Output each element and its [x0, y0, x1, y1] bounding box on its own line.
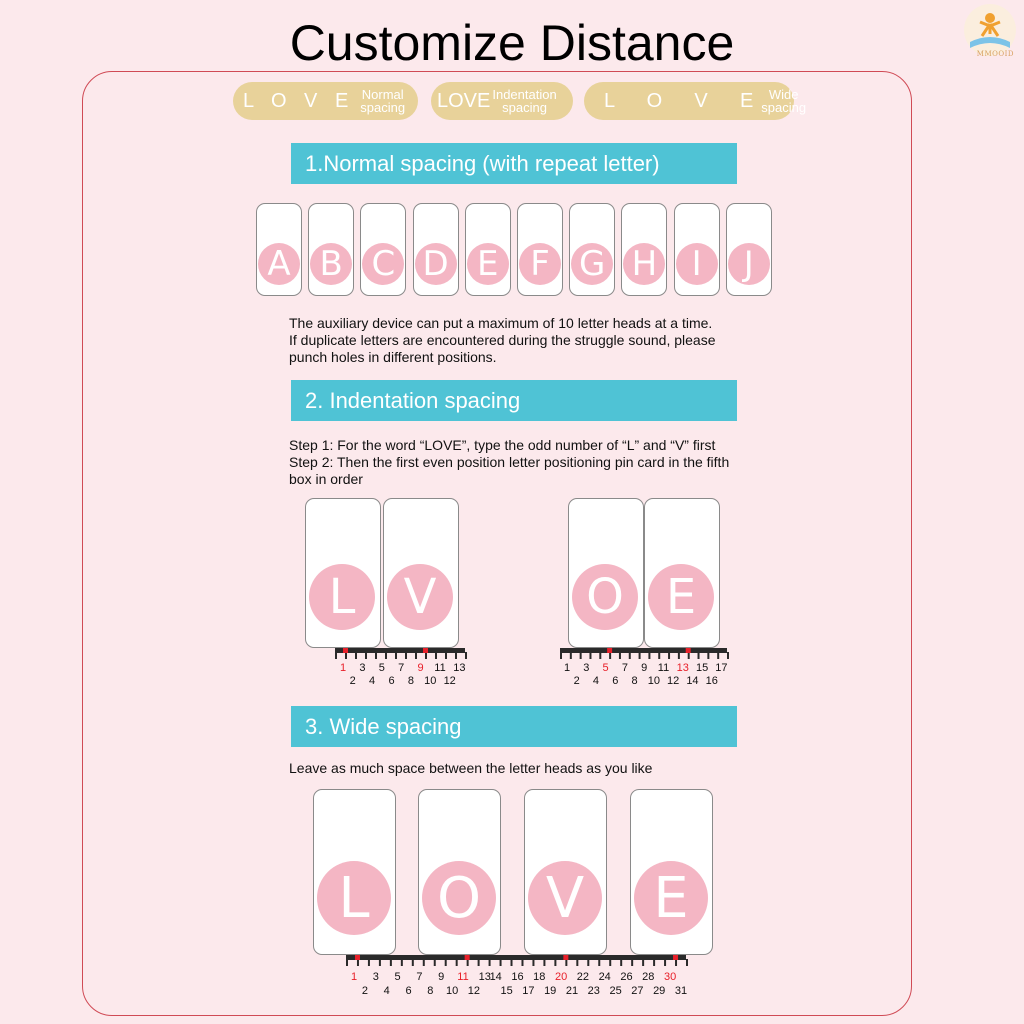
ruler-number: 3: [583, 662, 590, 674]
letter-head: V: [387, 564, 453, 630]
ruler-tick: [500, 959, 502, 966]
ruler-tick: [631, 959, 633, 966]
ruler-number: 31: [674, 985, 688, 997]
ruler-number: 7: [398, 662, 405, 674]
ruler-number: 18: [533, 971, 546, 983]
brand-logo-text: MMOOID: [976, 50, 1014, 58]
section2-text: Step 1: For the word “LOVE”, type the odd number of “L” and “V” first Step 2: Then the first even position letter positioning pin card in the fifth box in order: [289, 437, 730, 487]
ruler-number: 1: [563, 662, 571, 674]
ruler-number: 5: [394, 971, 401, 983]
ruler-number: 30: [663, 971, 677, 983]
ruler-tick: [425, 652, 427, 659]
ruler-left: [335, 648, 470, 660]
ruler-number: 12: [667, 675, 680, 687]
ruler-number: 17: [522, 985, 535, 997]
ruler-number: 4: [383, 985, 390, 997]
ruler-number: 2: [349, 675, 356, 687]
ruler-number: 13: [676, 662, 689, 674]
ruler-tick: [648, 652, 650, 659]
ruler-right: [560, 648, 730, 660]
pill-indentation-spacing: [431, 82, 573, 120]
letter-head: E: [634, 861, 708, 935]
ruler-number: 4: [592, 675, 599, 687]
ruler-number: 6: [388, 675, 395, 687]
ruler-pin-marker: [355, 955, 360, 960]
ruler-number: 8: [407, 675, 414, 687]
ruler-number: 12: [443, 675, 456, 687]
ruler-tick: [346, 959, 348, 966]
ruler-number: 26: [620, 971, 633, 983]
ruler-number: 24: [598, 971, 611, 983]
ruler-tick: [465, 652, 467, 659]
ruler-number: 2: [361, 985, 368, 997]
letter-head: L: [317, 861, 391, 935]
ruler-number: 10: [424, 675, 437, 687]
ruler-tick: [619, 652, 621, 659]
letter-head: A: [258, 243, 300, 285]
letter-head: I: [676, 243, 718, 285]
ruler-tick: [629, 652, 631, 659]
ruler-tick: [365, 652, 367, 659]
ruler-number: 4: [369, 675, 376, 687]
ruler-tick: [335, 652, 337, 659]
ruler-tick: [560, 652, 562, 659]
ruler-tick: [587, 959, 589, 966]
ruler-tick: [576, 959, 578, 966]
letter-head: F: [519, 243, 561, 285]
ruler-bar: [346, 955, 686, 960]
ruler-number: 9: [417, 662, 424, 674]
ruler-tick: [521, 959, 523, 966]
ruler-number: 8: [631, 675, 638, 687]
ruler-wide: [346, 955, 690, 967]
letter-head: O: [422, 861, 496, 935]
section1-heading: 1.Normal spacing (with repeat letter): [291, 143, 737, 184]
ruler-number: 1: [350, 971, 358, 983]
ruler-tick: [455, 652, 457, 659]
section3-heading: 3. Wide spacing: [291, 706, 737, 747]
section1-text: The auxiliary device can put a maximum of 10 letter heads at a time. If duplicate letters are encountered during the struggle sound, please punch holes in different positions.: [289, 315, 716, 365]
ruler-tick: [415, 652, 417, 659]
pill-word: L O V E: [243, 89, 355, 112]
ruler-number: 5: [602, 662, 609, 674]
ruler-tick: [688, 652, 690, 659]
ruler-number: 11: [457, 971, 469, 983]
letter-head: J: [728, 243, 770, 285]
pill-wide-spacing: [584, 82, 807, 120]
ruler-tick: [532, 959, 534, 966]
page-title: Customize Distance: [289, 15, 735, 71]
ruler-number: 11: [657, 662, 670, 674]
ruler-tick: [456, 959, 458, 966]
ruler-number: 25: [609, 985, 622, 997]
ruler-tick: [664, 959, 666, 966]
ruler-tick: [423, 959, 425, 966]
ruler-tick: [401, 959, 403, 966]
ruler-tick: [675, 959, 677, 966]
ruler-tick: [639, 652, 641, 659]
ruler-tick: [717, 652, 719, 659]
ruler-tick: [405, 652, 407, 659]
ruler-pin-marker: [607, 648, 612, 653]
ruler-number: 8: [427, 985, 434, 997]
ruler-number: 17: [715, 662, 728, 674]
ruler-pin-marker: [686, 648, 691, 653]
ruler-number: 9: [438, 971, 445, 983]
letter-head: E: [648, 564, 714, 630]
pill-caption: Indentation spacing: [492, 87, 557, 115]
section3-text: Leave as much space between the letter heads as you like: [289, 760, 653, 776]
ruler-number: 3: [359, 662, 366, 674]
ruler-number: 7: [621, 662, 628, 674]
ruler-number: 22: [576, 971, 590, 983]
ruler-number: 10: [647, 675, 660, 687]
ruler-number: 10: [445, 985, 459, 997]
ruler-tick: [565, 959, 567, 966]
ruler-number: 27: [631, 985, 644, 997]
ruler-number: 12: [467, 985, 481, 997]
ruler-tick: [598, 959, 600, 966]
letter-head: V: [528, 861, 602, 935]
letter-head: E: [467, 243, 509, 285]
ruler-number: 21: [565, 985, 579, 997]
ruler-pin-marker: [465, 955, 470, 960]
ruler-number: 13: [453, 662, 466, 674]
ruler-number: 16: [705, 675, 718, 687]
ruler-tick: [445, 652, 447, 659]
ruler-tick: [435, 652, 437, 659]
ruler-number: 20: [554, 971, 568, 983]
ruler-tick: [686, 959, 688, 966]
ruler-tick: [489, 959, 491, 966]
ruler-tick: [609, 652, 611, 659]
pill-caption: Normal spacing: [360, 87, 406, 115]
ruler-number: 3: [372, 971, 379, 983]
ruler-tick: [543, 959, 545, 966]
ruler-number: 13: [478, 971, 491, 983]
ruler-tick: [599, 652, 601, 659]
ruler-tick: [412, 959, 414, 966]
ruler-tick: [609, 959, 611, 966]
ruler-number: 11: [434, 662, 446, 674]
pill-word: LOVE: [437, 89, 491, 112]
ruler-tick: [570, 652, 572, 659]
letter-head: O: [572, 564, 638, 630]
ruler-tick: [375, 652, 377, 659]
ruler-tick: [368, 959, 370, 966]
ruler-tick: [554, 959, 556, 966]
pill-normal-spacing: [233, 82, 418, 120]
ruler-pin-marker: [423, 648, 428, 653]
ruler-tick: [658, 652, 660, 659]
letter-head: B: [310, 243, 352, 285]
ruler-tick: [727, 652, 729, 659]
ruler-tick: [678, 652, 680, 659]
ruler-number: 9: [641, 662, 648, 674]
letter-head: G: [571, 243, 613, 285]
ruler-number: 5: [378, 662, 385, 674]
ruler-tick: [478, 959, 480, 966]
ruler-number: 2: [573, 675, 580, 687]
ruler-number: 14: [489, 971, 502, 983]
ruler-tick: [668, 652, 670, 659]
ruler-tick: [653, 959, 655, 966]
ruler-number: 16: [511, 971, 524, 983]
ruler-bar: [560, 648, 727, 653]
ruler-tick: [385, 652, 387, 659]
ruler-pin-marker: [563, 955, 568, 960]
ruler-tick: [620, 959, 622, 966]
pill-caption: Wide spacing: [761, 87, 807, 115]
ruler-number: 6: [405, 985, 412, 997]
ruler-tick: [589, 652, 591, 659]
ruler-number: 7: [416, 971, 423, 983]
ruler-tick: [580, 652, 582, 659]
ruler-number: 15: [500, 985, 513, 997]
ruler-tick: [445, 959, 447, 966]
ruler-tick: [345, 652, 347, 659]
letter-head: D: [415, 243, 457, 285]
ruler-tick: [434, 959, 436, 966]
ruler-number: 28: [642, 971, 655, 983]
ruler-tick: [395, 652, 397, 659]
letter-head: L: [309, 564, 375, 630]
ruler-pin-marker: [343, 648, 348, 653]
ruler-tick: [357, 959, 359, 966]
ruler-number: 14: [686, 675, 699, 687]
pill-word: L O V E: [604, 89, 756, 112]
ruler-tick: [511, 959, 513, 966]
ruler-tick: [642, 959, 644, 966]
ruler-number: 23: [587, 985, 600, 997]
ruler-tick: [355, 652, 357, 659]
letter-head: C: [362, 243, 404, 285]
ruler-tick: [379, 959, 381, 966]
letter-head: H: [623, 243, 665, 285]
section2-heading: 2. Indentation spacing: [291, 380, 737, 421]
ruler-number: 1: [339, 662, 347, 674]
ruler-tick: [707, 652, 709, 659]
ruler-number: 6: [612, 675, 619, 687]
ruler-tick: [698, 652, 700, 659]
ruler-number: 15: [695, 662, 709, 674]
ruler-number: 19: [544, 985, 557, 997]
ruler-pin-marker: [673, 955, 678, 960]
ruler-tick: [390, 959, 392, 966]
ruler-tick: [467, 959, 469, 966]
ruler-number: 29: [653, 985, 666, 997]
